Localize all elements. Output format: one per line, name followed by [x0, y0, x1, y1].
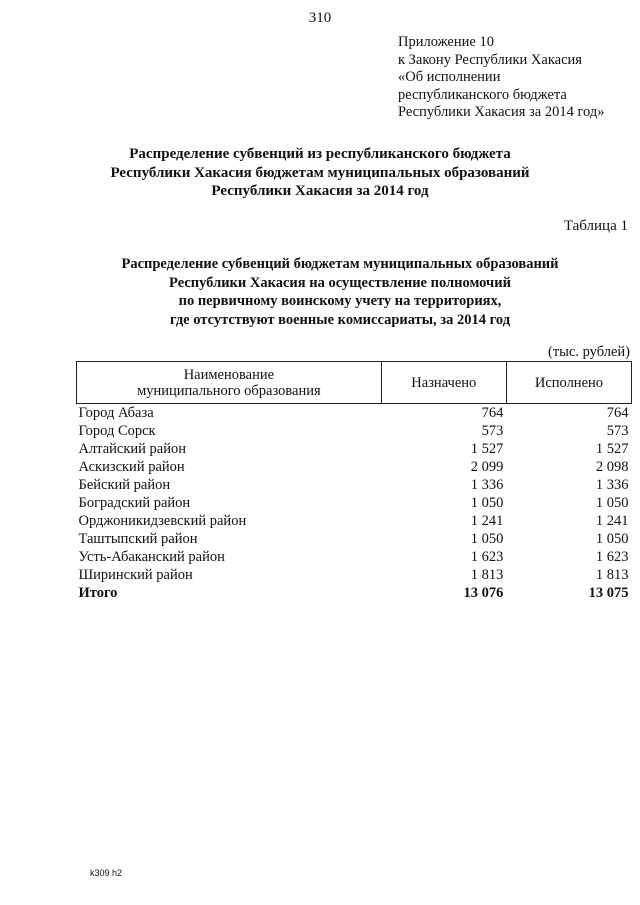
header-executed: Исполнено — [506, 362, 631, 404]
row-assigned: 573 — [481, 423, 504, 439]
table-header-row — [77, 362, 632, 404]
table-row — [77, 566, 632, 584]
row-assigned: 1 336 — [470, 477, 504, 493]
row-assigned: 1 623 — [470, 549, 504, 565]
row-executed: 1 241 — [595, 513, 629, 529]
row-name: Алтайский район — [78, 441, 186, 457]
row-name: Ширинский район — [78, 567, 193, 583]
appendix-line: Приложение 10 — [398, 34, 494, 50]
units-label: (тыс. рублей) — [548, 344, 630, 360]
header-name-line: муниципального образования — [137, 382, 321, 399]
table-row — [77, 530, 632, 548]
table-row — [77, 494, 632, 512]
row-executed: 764 — [606, 405, 629, 421]
table-body — [77, 404, 632, 603]
row-executed: 1 336 — [595, 477, 629, 493]
appendix-line: «Об исполнении — [398, 69, 501, 85]
table-title-line: Республики Хакасия на осуществление полномочий — [169, 274, 511, 291]
header-assigned: Назначено — [381, 362, 506, 404]
table-row — [77, 404, 632, 423]
appendix-reference — [398, 34, 604, 122]
row-executed: 1 050 — [595, 531, 629, 547]
row-assigned: 764 — [481, 405, 504, 421]
row-assigned: 1 050 — [470, 531, 504, 547]
appendix-line: к Закону Республики Хакасия — [398, 51, 582, 68]
row-assigned: 1 813 — [470, 567, 504, 583]
header-name — [77, 362, 382, 404]
table-title-line: где отсутствуют военные комиссариаты, за 2014 год — [169, 311, 511, 328]
row-assigned: 1 241 — [470, 513, 504, 529]
row-executed: 1 527 — [595, 441, 629, 457]
row-assigned: 1 050 — [470, 495, 504, 511]
appendix-line: республиканского бюджета — [398, 86, 567, 103]
table-title-line: по первичному воинскому учету на территориях, — [178, 293, 502, 309]
subvention-table — [76, 361, 632, 602]
title-line: Республики Хакасия за 2014 год — [211, 183, 429, 199]
row-name: Город Абаза — [78, 405, 154, 421]
table-title-line: Распределение субвенций бюджетам муниципальных образований — [121, 256, 559, 272]
row-assigned: 2 099 — [470, 459, 504, 475]
row-name: Город Сорск — [78, 423, 156, 439]
table-row — [77, 422, 632, 440]
header-name-line: Наименование — [183, 366, 275, 383]
row-name: Усть-Абаканский район — [78, 549, 225, 565]
total-assigned: 13 076 — [463, 585, 504, 601]
total-name: Итого — [78, 585, 118, 601]
row-name: Боградский район — [78, 495, 191, 511]
row-name: Аскизский район — [78, 459, 185, 475]
table-row — [77, 548, 632, 566]
row-executed: 1 050 — [595, 495, 629, 511]
document-title — [0, 145, 640, 201]
table-label: Таблица 1 — [563, 218, 628, 234]
row-executed: 1 623 — [595, 549, 629, 565]
row-name: Таштыпский район — [78, 531, 198, 547]
title-line: Республики Хакасия бюджетам муниципальных образований — [110, 164, 530, 181]
row-executed: 1 813 — [595, 567, 629, 583]
page-number: 310 — [308, 10, 332, 26]
row-executed: 573 — [606, 423, 629, 439]
total-executed: 13 075 — [588, 585, 629, 601]
total-row — [77, 584, 632, 602]
row-executed: 2 098 — [595, 459, 629, 475]
table-title — [40, 255, 640, 329]
table-row — [77, 512, 632, 530]
row-name: Орджоникидзевский район — [78, 513, 247, 529]
table-row — [77, 458, 632, 476]
table-row — [77, 440, 632, 458]
row-name: Бейский район — [78, 477, 171, 493]
footer-code: k309 h2 — [90, 868, 123, 878]
appendix-line: Республики Хакасия за 2014 год» — [398, 104, 605, 120]
title-line: Распределение субвенций из республиканского бюджета — [129, 146, 511, 162]
table-row — [77, 476, 632, 494]
row-assigned: 1 527 — [470, 441, 504, 457]
